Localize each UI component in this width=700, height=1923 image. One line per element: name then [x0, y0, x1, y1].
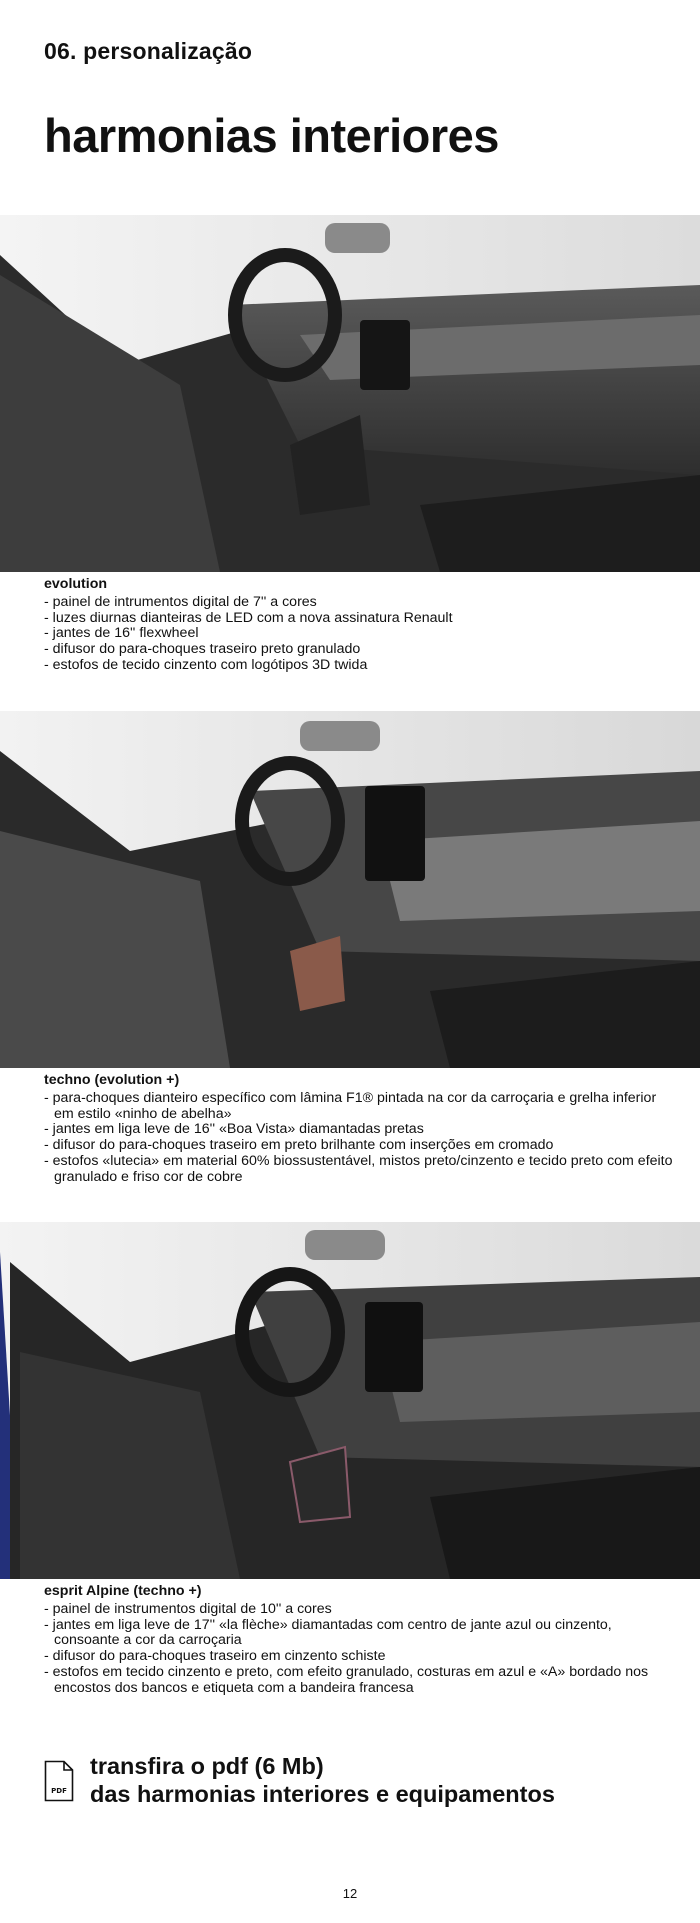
download-pdf-link[interactable]	[44, 1752, 555, 1808]
pdf-icon-label: PDF	[51, 1787, 67, 1795]
trim-name: evolution	[44, 576, 108, 592]
download-text	[90, 1752, 555, 1808]
trim-esprit-alpine	[44, 1584, 674, 1697]
trim-techno	[44, 1073, 674, 1186]
feature-list	[44, 595, 674, 674]
feature-item: - painel de intrumentos digital de 7'' a cores	[44, 595, 674, 611]
section-label: 06. personalização	[44, 38, 253, 64]
trim-name: esprit Alpine (techno +)	[44, 1583, 202, 1599]
feature-item: - estofos de tecido cinzento com logótipos 3D twida	[44, 658, 674, 674]
feature-item: - painel de instrumentos digital de 10'' a cores	[44, 1602, 674, 1618]
feature-item: - difusor do para-choques traseiro em preto brilhante com inserções em cromado	[44, 1138, 674, 1154]
feature-list	[44, 1091, 674, 1186]
feature-item: - estofos em tecido cinzento e preto, com efeito granulado, costuras em azul e «A» bordado nos encostos dos bancos e etiqueta com a bandeira francesa	[44, 1665, 674, 1697]
pdf-file-icon	[44, 1760, 74, 1802]
feature-list	[44, 1602, 674, 1697]
feature-item: - luzes diurnas dianteiras de LED com a nova assinatura Renault	[44, 611, 674, 627]
evolution-interior-photo	[0, 215, 700, 572]
feature-item: - estofos «lutecia» em material 60% biossustentável, mistos preto/cinzento e tecido preto com efeito granulado e friso cor de cobre	[44, 1154, 674, 1186]
feature-item: - jantes em liga leve de 17'' «la flèche» diamantadas com centro de jante azul ou cinzento, consoante a cor da carroçaria	[44, 1618, 674, 1650]
download-line-1: transfira o pdf (6 Mb)	[90, 1753, 324, 1779]
feature-item: - para-choques dianteiro específico com lâmina F1® pintada na cor da carroçaria e grelha inferior em estilo «ninho de abelha»	[44, 1091, 674, 1123]
trim-evolution	[44, 577, 674, 674]
trim-name: techno (evolution +)	[44, 1072, 180, 1088]
feature-item: - difusor do para-choques traseiro em cinzento schiste	[44, 1649, 674, 1665]
feature-item: - jantes em liga leve de 16'' «Boa Vista» diamantadas pretas	[44, 1122, 674, 1138]
page-number: 12	[342, 1886, 358, 1901]
download-line-2: das harmonias interiores e equipamentos	[90, 1781, 555, 1807]
feature-item: - difusor do para-choques traseiro preto granulado	[44, 642, 674, 658]
page-title: harmonias interiores	[44, 109, 499, 162]
feature-item: - jantes de 16'' flexwheel	[44, 626, 674, 642]
techno-interior-photo	[0, 711, 700, 1068]
esprit-alpine-interior-photo	[0, 1222, 700, 1579]
